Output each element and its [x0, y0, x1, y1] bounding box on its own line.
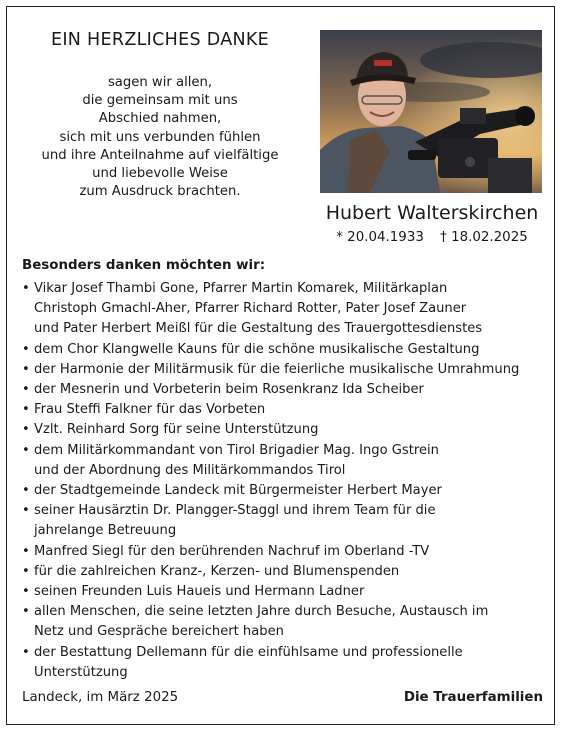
intro-line: und ihre Anteilnahme auf vielfältige: [41, 147, 279, 163]
list-item-line: Netz und Gespräche bereichert haben: [34, 624, 284, 640]
list-item: [22, 441, 547, 481]
list-item: [22, 582, 547, 602]
list-item-line: und der Abordnung des Militärkommandos Tirol: [34, 462, 346, 478]
list-item-line: • der Stadtgemeinde Landeck mit Bürgermeister Herbert Mayer: [34, 483, 442, 499]
list-item: [22, 602, 547, 642]
intro-line: zum Ausdruck brachten.: [79, 184, 241, 200]
list-item-line: • seiner Hausärztin Dr. Plangger-Staggl und ihrem Team für die: [34, 503, 436, 519]
birth-date: * 20.04.1933: [336, 230, 424, 245]
place-date: Landeck, im März 2025: [22, 690, 179, 705]
list-item-line: • seinen Freunden Luis Haueis und Hermann Ladner: [34, 584, 365, 600]
list-item-line: • dem Chor Klangwelle Kauns für die schöne musikalische Gestaltung: [34, 341, 480, 357]
life-dates: [312, 230, 552, 245]
intro-line: sagen wir allen,: [107, 75, 213, 90]
list-item: [22, 481, 547, 501]
death-date: † 18.02.2025: [440, 230, 528, 245]
list-item: [22, 360, 547, 380]
list-item: [22, 380, 547, 400]
list-item: [22, 542, 547, 562]
list-item-line: • der Mesnerin und Vorbeterin beim Rosenkranz Ida Scheiber: [34, 382, 424, 398]
list-item-line: Unterstützung: [34, 664, 128, 680]
intro-line: Abschied nahmen,: [98, 111, 222, 127]
list-item: [22, 400, 547, 420]
intro-line: sich mit uns verbunden fühlen: [59, 129, 261, 145]
list-item-line: • dem Militärkommandant von Tirol Brigadier Mag. Ingo Gstrein: [34, 442, 439, 458]
thanks-list: [22, 279, 547, 683]
list-item-line: • Frau Steffi Falkner für das Vorbeten: [34, 402, 266, 418]
list-item: [22, 643, 547, 683]
list-item-line: • für die zahlreichen Kranz-, Kerzen- und Blumenspenden: [34, 563, 400, 579]
headline: EIN HERZLICHES DANKE: [50, 30, 270, 50]
portrait-illustration: [320, 30, 542, 193]
list-item-line: jahrelange Betreuung: [34, 523, 177, 539]
intro-line: und liebevolle Weise: [92, 166, 228, 182]
list-item-line: • Vzlt. Reinhard Sorg für seine Unterstützung: [34, 422, 319, 438]
list-item-line: • allen Menschen, die seine letzten Jahre durch Besuche, Austausch im: [34, 604, 489, 620]
list-item-line: • der Harmonie der Militärmusik für die feierliche musikalische Umrahmung: [34, 361, 520, 377]
deceased-name: Hubert Walterskirchen: [325, 202, 539, 224]
list-item-line: Christoph Gmachl-Aher, Pfarrer Richard Rotter, Pater Josef Zauner: [34, 301, 467, 317]
signature: Die Trauerfamilien: [403, 690, 543, 705]
intro-line: die gemeinsam mit uns: [82, 93, 238, 109]
list-item-line: und Pater Herbert Meißl für die Gestaltung des Trauergottesdienstes: [34, 321, 483, 337]
list-item: [22, 340, 547, 360]
list-item: [22, 420, 547, 440]
thanks-heading: Besonders danken möchten wir:: [22, 258, 266, 273]
portrait-photo: [320, 30, 542, 193]
list-item: [22, 562, 547, 582]
list-item: [22, 501, 547, 541]
list-item-line: • der Bestattung Dellemann für die einfühlsame und professionelle: [34, 644, 463, 660]
intro-text: [20, 74, 300, 201]
list-item-line: • Vikar Josef Thambi Gone, Pfarrer Martin Komarek, Militärkaplan: [34, 281, 448, 296]
list-item: [22, 279, 547, 340]
list-item-line: • Manfred Siegl für den berührenden Nachruf im Oberland -TV: [34, 543, 430, 559]
